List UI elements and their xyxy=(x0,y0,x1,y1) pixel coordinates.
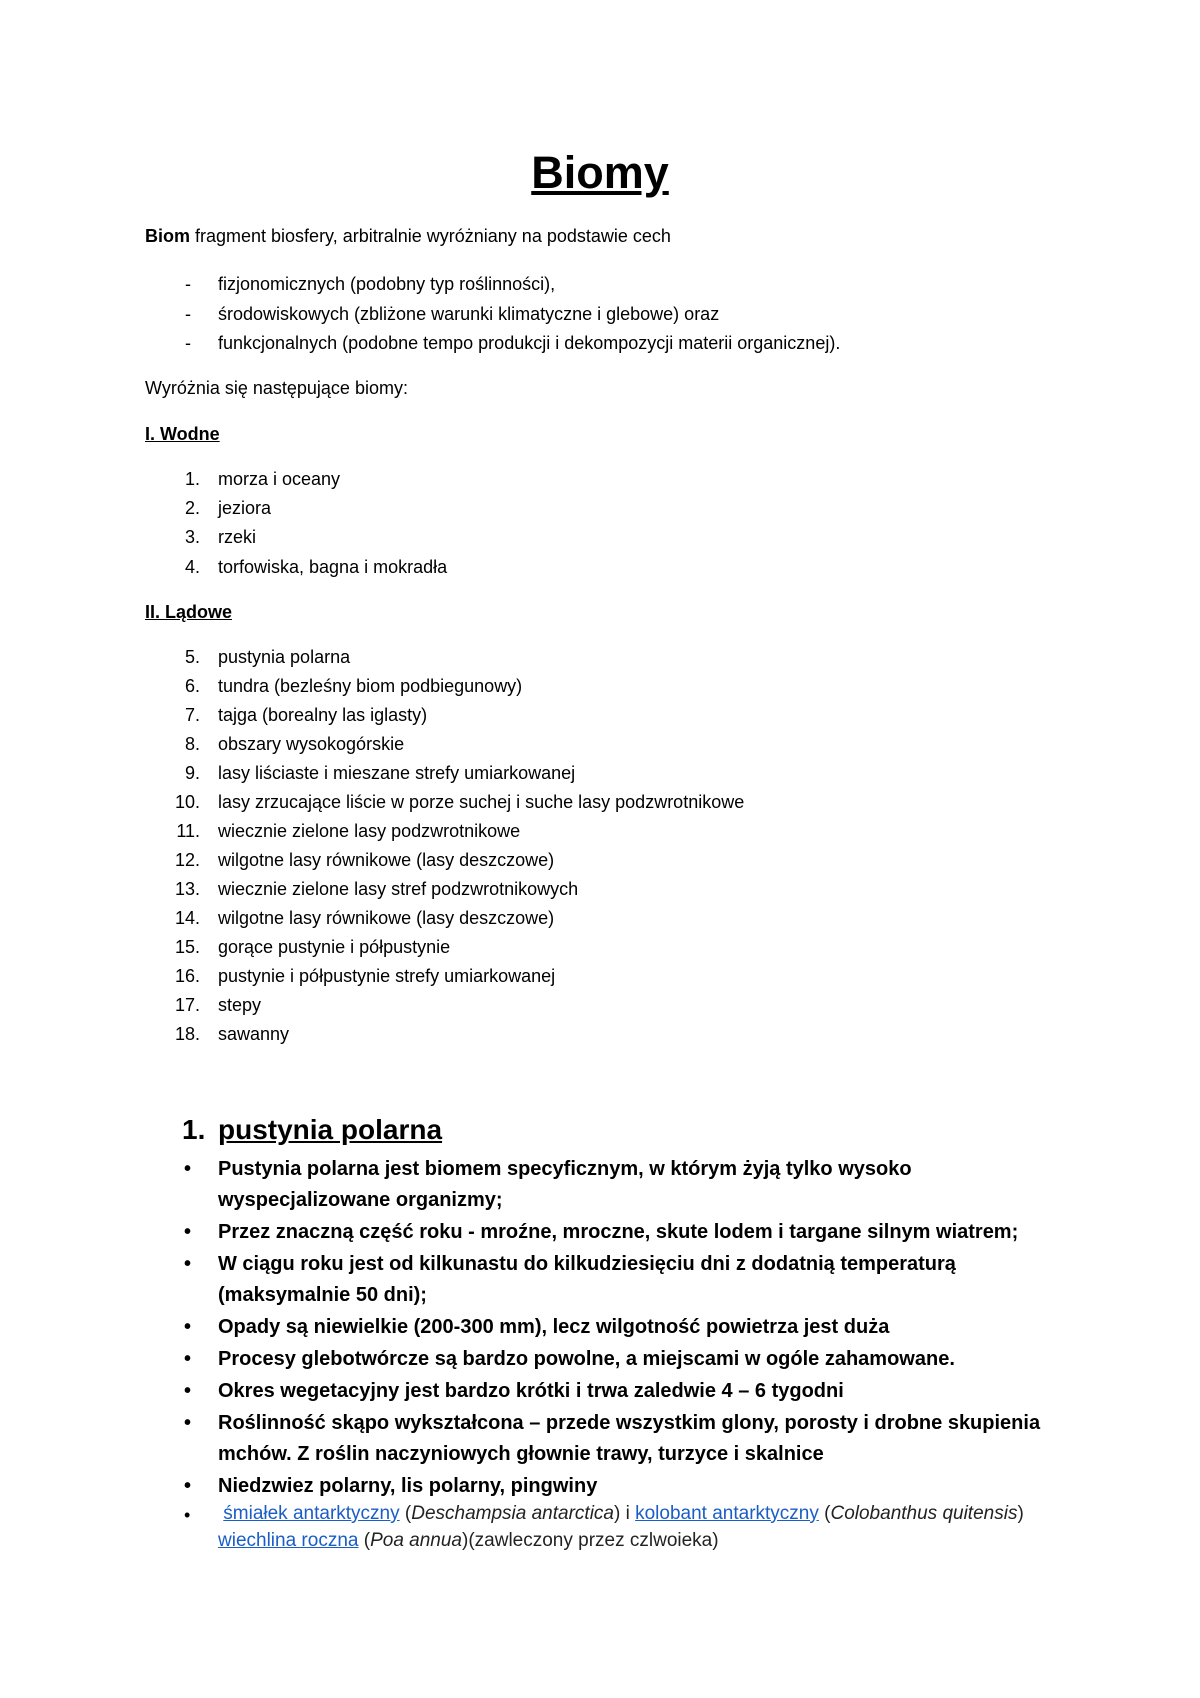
list-item: gorące pustynie i półpustynie xyxy=(218,937,451,957)
species-text: )(zawleczony przez czlwoieka) xyxy=(462,1530,719,1551)
criteria-item: środowiskowych (zbliżone warunki klimatyczne i glebowe) oraz xyxy=(218,304,720,324)
bullet-text: Procesy glebotwórcze są bardzo powolne, a miejscami w ogóle zahamowane. xyxy=(218,1348,955,1370)
bullet-icon: • xyxy=(184,1348,192,1370)
bullet-icon: • xyxy=(184,1412,192,1434)
list-number: 17. xyxy=(174,995,200,1015)
list-item: pustynie i półpustynie strefy umiarkowanej xyxy=(218,966,556,986)
list-item: wiecznie zielone lasy stref podzwrotnikowych xyxy=(218,879,579,899)
criteria-dash: - xyxy=(185,304,191,324)
page-title: Biomy xyxy=(531,147,669,198)
species-text: ( xyxy=(399,1503,412,1524)
list-number: 3. xyxy=(184,527,200,547)
criteria-item: fizjonomicznych (podobny typ roślinności), xyxy=(218,274,556,294)
latin-name: Colobanthus quitensis xyxy=(830,1503,1018,1524)
list-number: 18. xyxy=(174,1024,200,1044)
criteria-dash: - xyxy=(185,333,191,353)
list-item: pustynia polarna xyxy=(218,647,351,667)
term-biom: Biom xyxy=(145,226,190,246)
section-heading-polar-desert: pustynia polarna xyxy=(218,1114,443,1145)
list-item: stepy xyxy=(218,995,262,1015)
list-item: wilgotne lasy równikowe (lasy deszczowe) xyxy=(218,850,555,870)
species-text: ( xyxy=(818,1503,831,1524)
bullet-text: Niedzwiez polarny, lis polarny, pingwiny xyxy=(218,1475,598,1497)
criteria-dash: - xyxy=(185,274,191,294)
list-item: tajga (borealny las iglasty) xyxy=(218,705,428,725)
list-number: 8. xyxy=(184,734,200,754)
list-number: 16. xyxy=(174,966,200,986)
list-number: 6. xyxy=(184,676,200,696)
species-text: ( xyxy=(358,1530,371,1551)
list-item: obszary wysokogórskie xyxy=(218,734,405,754)
list-item: sawanny xyxy=(218,1024,290,1044)
list-item: wilgotne lasy równikowe (lasy deszczowe) xyxy=(218,908,555,928)
list-item: lasy liściaste i mieszane strefy umiarkowanej xyxy=(218,763,576,783)
bullet-text: Okres wegetacyjny jest bardzo krótki i trwa zaledwie 4 – 6 tygodni xyxy=(218,1380,844,1402)
bullet-icon: • xyxy=(184,1221,192,1243)
bullet-icon: • xyxy=(184,1253,192,1275)
bullet-icon: • xyxy=(184,1316,192,1338)
latin-name: Poa annua xyxy=(370,1530,462,1551)
species-bullet xyxy=(218,1500,1068,1554)
list-item: lasy zrzucające liście w porze suchej i suche lasy podzwrotnikowe xyxy=(218,792,745,812)
section-land-heading: II. Lądowe xyxy=(145,602,233,622)
bullet-text: Przez znaczną część roku - mroźne, mroczne, skute lodem i targane silnym wiatrem; xyxy=(218,1221,1019,1243)
bullet-text: Pustynia polarna jest biomem specyficznym, w którym żyją tylko wysoko wyspecjalizowane organizmy; xyxy=(218,1158,912,1211)
list-number: 15. xyxy=(174,937,200,957)
list-item: torfowiska, bagna i mokradła xyxy=(218,557,448,577)
link-wiechlina[interactable]: wiechlina roczna xyxy=(218,1530,359,1551)
bullet-text: Opady są niewielkie (200-300 mm), lecz wilgotność powietrza jest duża xyxy=(218,1316,890,1338)
definition-text: fragment biosfery, arbitralnie wyróżniany na podstawie cech xyxy=(190,226,671,246)
list-item: morza i oceany xyxy=(218,469,341,489)
section-number: 1. xyxy=(182,1114,206,1145)
list-number: 14. xyxy=(174,908,200,928)
list-item: wiecznie zielone lasy podzwrotnikowe xyxy=(218,821,521,841)
species-text: ) xyxy=(1017,1503,1024,1524)
list-number: 12. xyxy=(174,850,200,870)
list-number: 5. xyxy=(184,647,200,667)
criteria-item: funkcjonalnych (podobne tempo produkcji i dekompozycji materii organicznej). xyxy=(218,333,841,353)
list-number: 7. xyxy=(184,705,200,725)
bullet-icon: • xyxy=(184,1505,191,1525)
bullet-icon: • xyxy=(184,1380,192,1402)
bullet-icon: • xyxy=(184,1475,192,1497)
list-number: 9. xyxy=(184,763,200,783)
list-number: 11. xyxy=(176,821,200,841)
biomes-intro: Wyróżnia się następujące biomy: xyxy=(145,378,408,398)
latin-name: Deschampsia antarctica xyxy=(411,1503,614,1524)
link-smialek[interactable]: śmiałek antarktyczny xyxy=(223,1503,400,1524)
section-water-heading: I. Wodne xyxy=(145,424,220,444)
bullet-text: W ciągu roku jest od kilkunastu do kilkudziesięciu dni z dodatnią temperaturą (maksymalnie 50 dni); xyxy=(218,1253,956,1306)
list-item: jeziora xyxy=(218,498,272,518)
species-text: ) i xyxy=(614,1503,636,1524)
list-item: tundra (bezleśny biom podbiegunowy) xyxy=(218,676,523,696)
list-number: 13. xyxy=(174,879,200,899)
list-item: rzeki xyxy=(218,527,257,547)
bullet-icon: • xyxy=(184,1158,192,1180)
list-number: 10. xyxy=(174,792,200,812)
bullet-text: Roślinność skąpo wykształcona – przede wszystkim glony, porosty i drobne skupienia mchów. Z roślin naczyniowych głownie trawy, turzyce i skalnice xyxy=(218,1412,1041,1465)
list-number: 1. xyxy=(184,469,200,489)
list-number: 2. xyxy=(184,498,200,518)
list-number: 4. xyxy=(184,557,200,577)
intro-definition xyxy=(145,224,671,248)
link-kolobant[interactable]: kolobant antarktyczny xyxy=(635,1503,819,1524)
